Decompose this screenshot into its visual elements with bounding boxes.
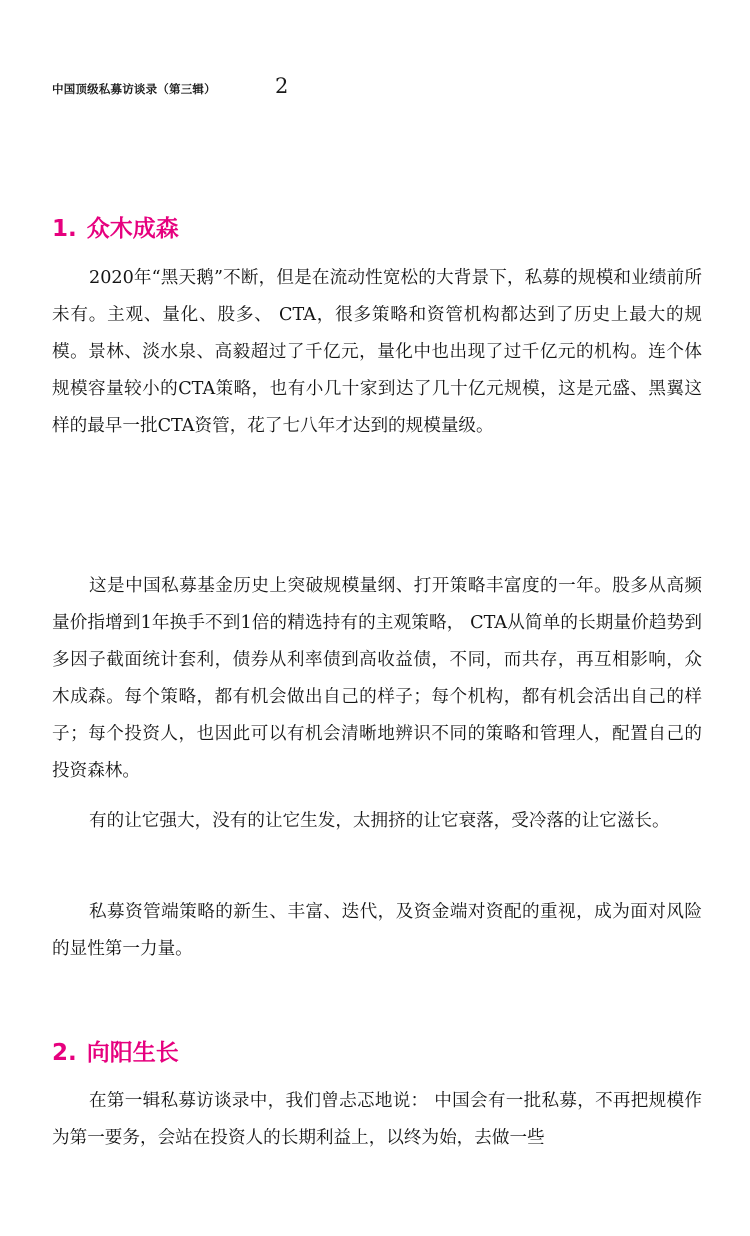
running-header bbox=[52, 76, 216, 102]
section-title: 向阳生长 bbox=[86, 1040, 179, 1066]
body-paragraph: 有的让它强大，没有的让它生发，太拥挤的让它衰落，受冷落的让它滋长。 bbox=[89, 811, 670, 831]
body-paragraph: 在第一辑私募访谈录中，我们曾忐忑地说： 中国会有一批私募，不再把规模作为第一要务，会站在投资人的长期利益上，以终为始，去做一些 bbox=[52, 1091, 702, 1148]
body-paragraph: 私募资管端策略的新生、丰富、迭代，及资金端对资配的重视，成为面对风险的显性第一力量。 bbox=[52, 902, 702, 959]
section-heading-1 bbox=[52, 218, 179, 241]
section-heading-2 bbox=[52, 1042, 179, 1065]
page-number: 2 bbox=[275, 74, 289, 98]
section-number: 1. bbox=[52, 216, 77, 242]
body-paragraph: 2020年“黑天鹅”不断，但是在流动性宽松的大背景下，私募的规模和业绩前所未有。主观、量化、股多、 CTA，很多策略和资管机构都达到了历史上最大的规模。景林、淡水泉、高毅超过了千亿元，量化中也出现了过千亿元的机构。连个体规模容量较小的CTA策略，也有小几十家到达了几十亿元规模，这是元盛、黑翼这样的最早一批CTA资管，花了七八年才达到的规模量级。 bbox=[52, 268, 702, 436]
book-title: 中国顶级私募访谈录（第三辑） bbox=[52, 82, 216, 96]
body-paragraph: 这是中国私募基金历史上突破规模量纲、打开策略丰富度的一年。股多从高频量价指增到1年换手不到1倍的精选持有的主观策略， CTA从简单的长期量价趋势到多因子截面统计套利，债券从利率债到高收益债，不同，而共存，再互相影响，众木成森。每个策略，都有机会做出自己的样子；每个机构，都有机会活出自己的样子；每个投资人，也因此可以有机会清晰地辨识不同的策略和管理人，配置自己的投资森林。 bbox=[52, 576, 702, 781]
section-title: 众木成森 bbox=[86, 216, 179, 242]
section-number: 2. bbox=[52, 1040, 77, 1066]
